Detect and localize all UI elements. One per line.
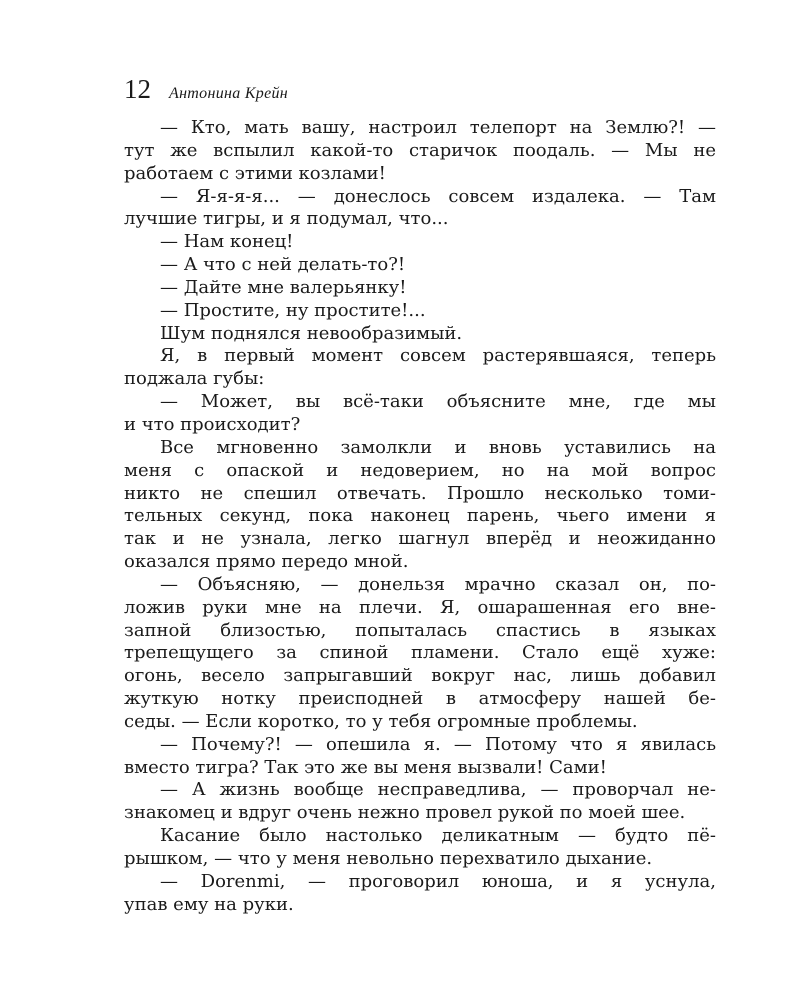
text-line: тельных секунд, пока наконец парень, чьего имени я	[124, 505, 716, 527]
running-head	[124, 74, 288, 105]
text-line: ложив руки мне на плечи. Я, ошарашенная его вне-	[124, 596, 716, 618]
text-line: — Простите, ну простите!...	[160, 299, 426, 321]
text-line: — Я-я-я-я... — донеслось совсем издалека. — Там	[160, 185, 716, 207]
text-line: упав ему на руки.	[124, 893, 294, 915]
text-line: рышком, — что у меня невольно перехватило дыхание.	[124, 848, 653, 869]
text-line: так и не узнала, легко шагнул вперёд и неожиданно	[124, 528, 716, 550]
text-line: работаем с этими козлами!	[124, 162, 386, 184]
text-line: поджала губы:	[124, 368, 265, 390]
text-line: — А что с ней делать-то?!	[160, 254, 406, 276]
text-line: никто не спешил отвечать. Прошло несколько томи-	[124, 482, 716, 504]
text-line: тут же вспылил какой-то старичок поодаль. — Мы не	[124, 139, 716, 161]
text-line: и что происходит?	[124, 413, 301, 435]
text-line: оказался прямо передо мной.	[124, 551, 409, 573]
text-line: Все мгновенно замолкли и вновь уставились на	[160, 436, 716, 458]
text-line: — Dorenmi, — проговорил юноша, и я уснула,	[160, 870, 716, 892]
text-line: меня с опаской и недоверием, но на мой вопрос	[124, 459, 716, 481]
text-line: жуткую нотку преисподней в атмосферу нашей бе-	[124, 688, 716, 710]
text-line: вместо тигра? Так это же вы меня вызвали! Сами!	[124, 756, 607, 778]
text-line: — Нам конец!	[160, 231, 294, 253]
text-line: Касание было настолько деликатным — будто пё-	[160, 825, 716, 847]
text-line: — А жизнь вообще несправедлива, — проворчал не-	[160, 779, 716, 801]
text-line: — Дайте мне валерьянку!	[160, 276, 407, 298]
page-number: 12	[124, 74, 151, 104]
text-line: трепещущего за спиной пламени. Стало ещё хуже:	[124, 642, 716, 664]
text-line: — Кто, мать вашу, настроил телепорт на Землю?! —	[160, 117, 716, 138]
text-line: огонь, весело запрыгавший вокруг нас, лишь добавил	[124, 665, 716, 687]
text-line: — Может, вы всё-таки объясните мне, где мы	[160, 391, 716, 413]
text-line: Я, в первый момент совсем растерявшаяся, теперь	[160, 345, 716, 367]
text-line: седы. — Если коротко, то у тебя огромные проблемы.	[124, 710, 638, 732]
text-line: знакомец и вдруг очень нежно провел рукой по моей шее.	[124, 802, 686, 824]
text-line: Шум поднялся невообразимый.	[160, 322, 463, 344]
text-body	[124, 117, 716, 917]
text-line: — Почему?! — опешила я. — Потому что я явилась	[160, 733, 716, 755]
text-line: лучшие тигры, и я подумал, что...	[124, 208, 449, 230]
text-line: запной близостью, попыталась спастись в языках	[124, 619, 716, 641]
author-name: Антонина Крейн	[169, 85, 289, 102]
text-line: — Объясняю, — донельзя мрачно сказал он, по-	[160, 573, 716, 595]
